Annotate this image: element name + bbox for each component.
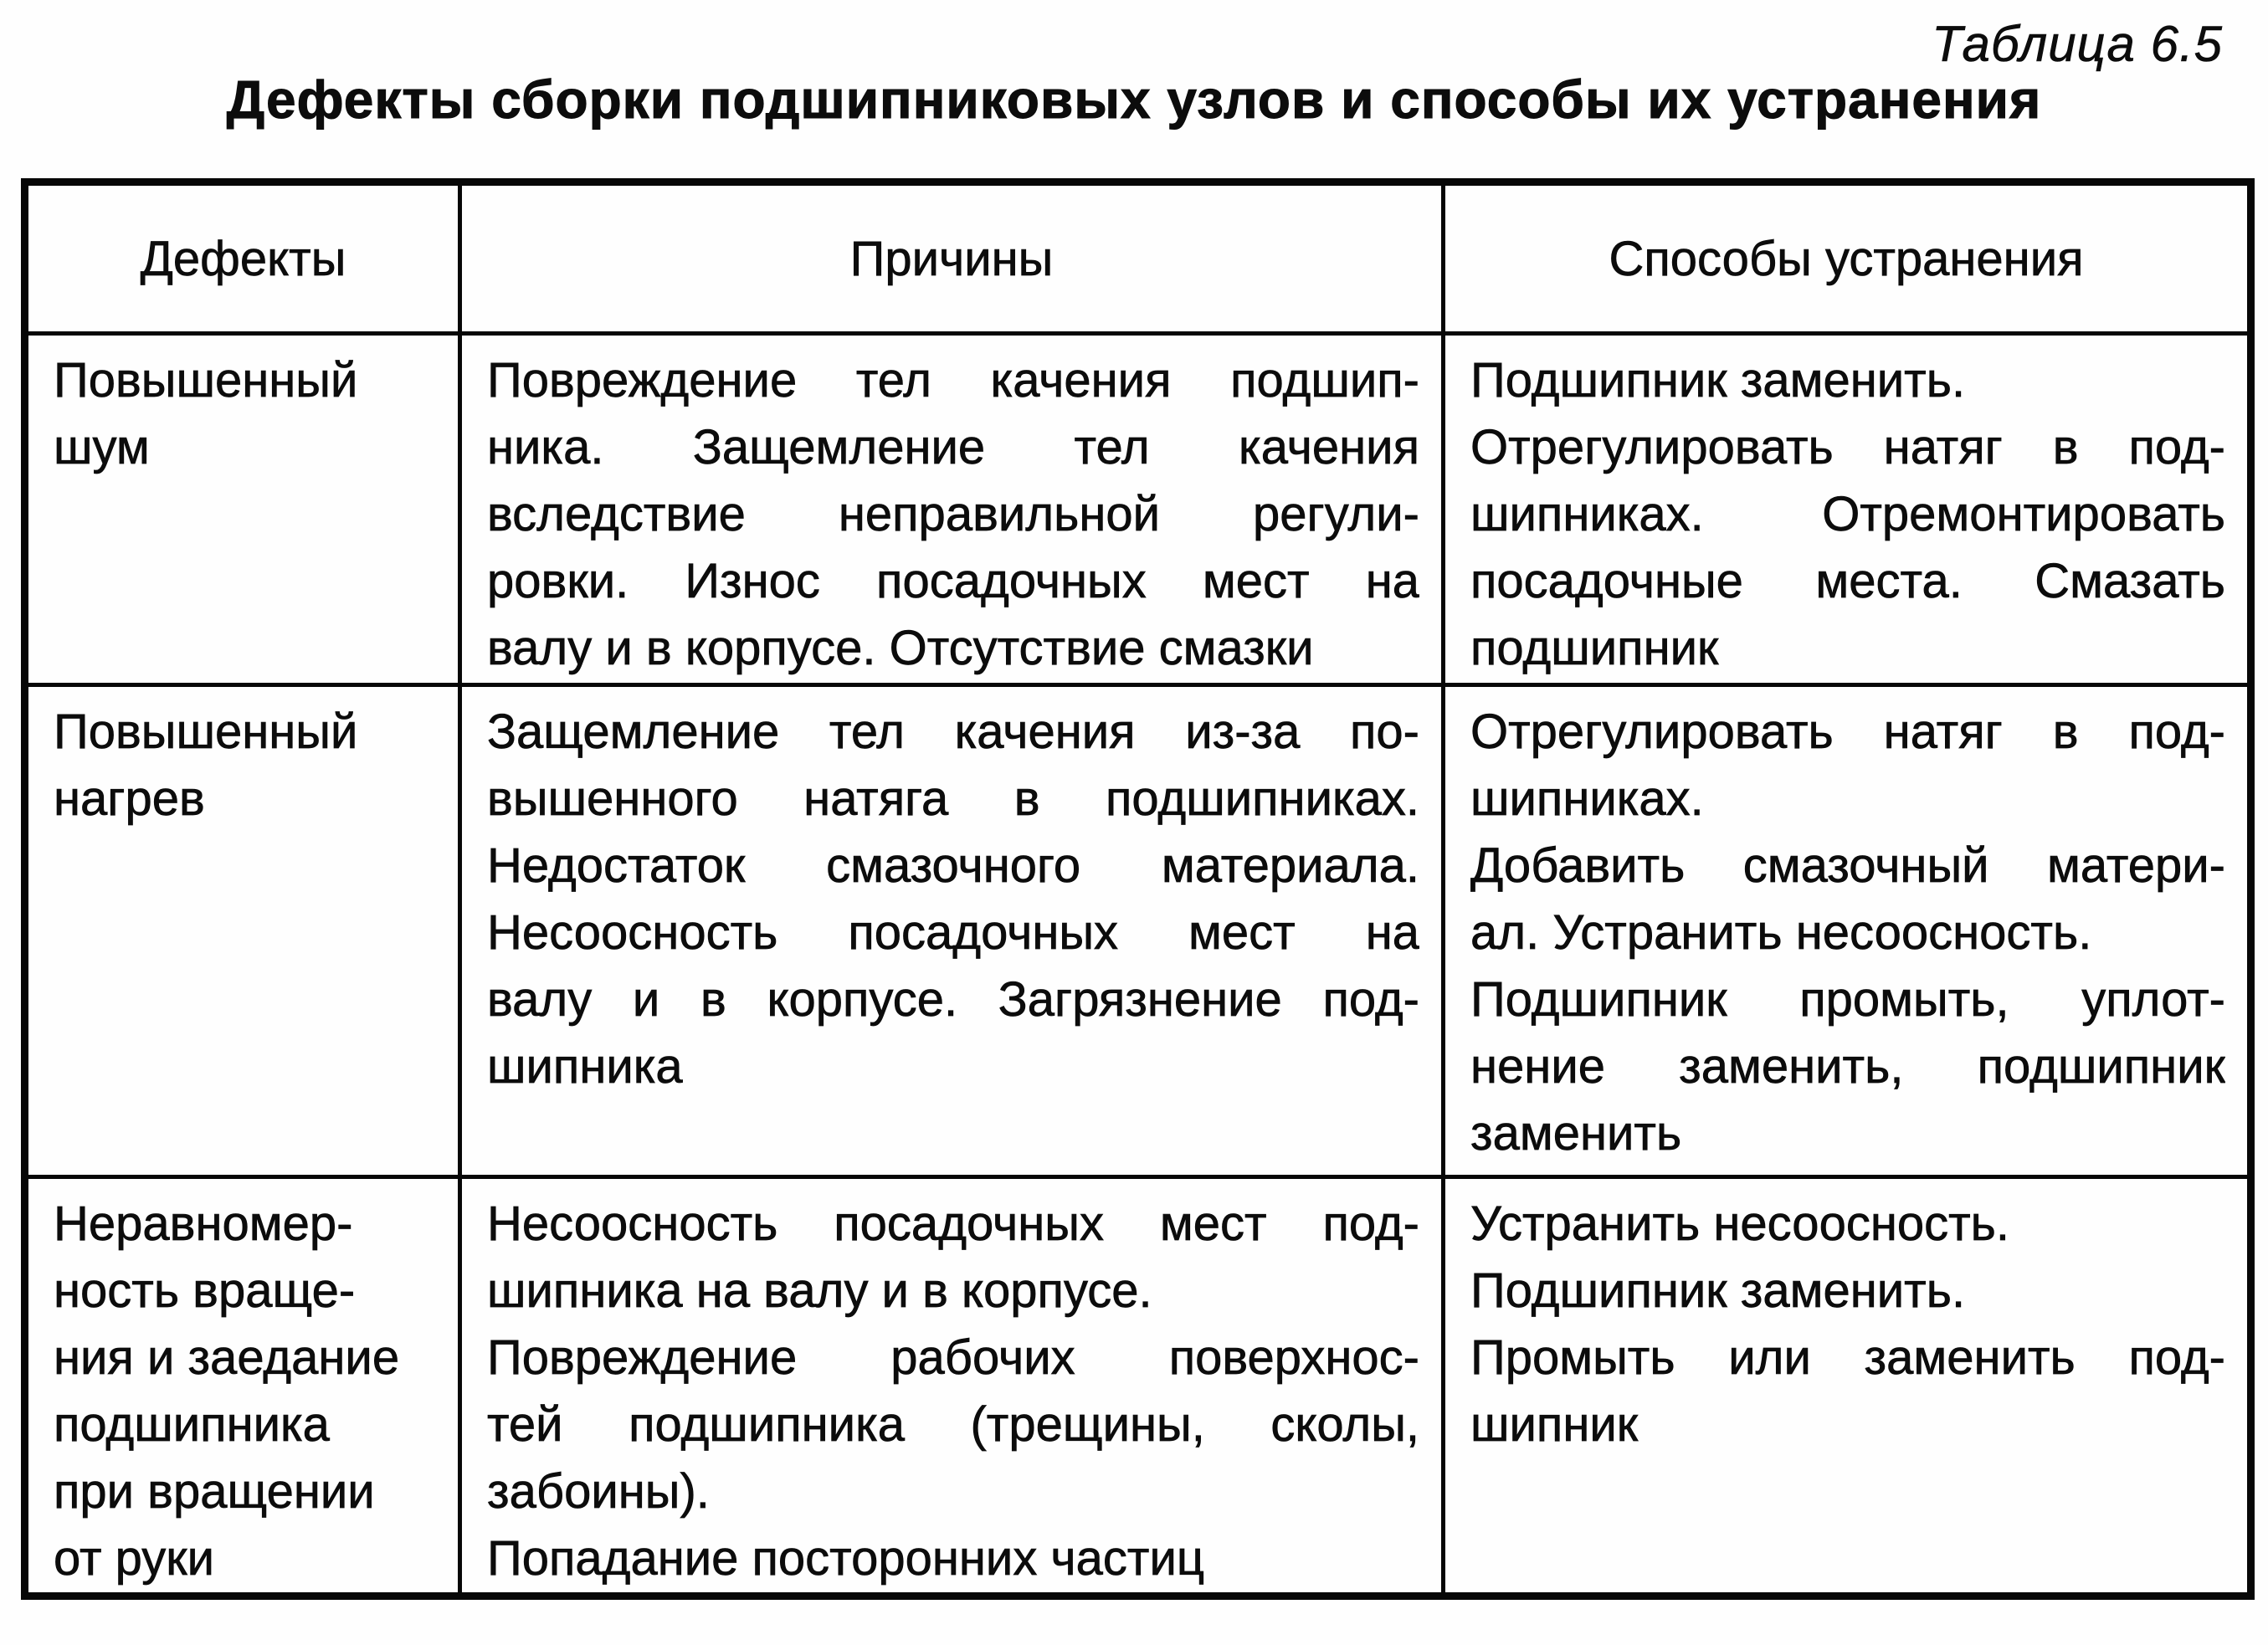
text-line: Устранить несоосность. [1470,1197,2010,1251]
text-line: нагрев [54,771,205,826]
text-line: Повышенный [54,705,358,759]
cell-causes [460,334,1444,685]
text-line: Защемление тел качения из-за по- [487,705,1419,759]
text-line: от руки [54,1531,215,1586]
text-line: ал. Устранить несоосность. [1470,905,2092,960]
text-line: Попадание посторонних частиц [487,1531,1205,1586]
cell-causes [460,1177,1444,1596]
cell-remedies [1444,334,2251,685]
text-line: ность враще- [54,1263,356,1318]
text-line: шум [54,420,150,474]
text-line: тей подшипника (трещины, сколы, [487,1397,1419,1452]
text-line: подшипник [1470,621,1719,675]
text-line: Недостаток смазочного материала. [487,838,1419,893]
cell-remedies [1444,685,2251,1177]
text-line: вследствие неправильной регули- [487,487,1419,541]
text-line: Отрегулировать натяг в под- [1470,420,2225,474]
defects-table [21,178,2255,1600]
text-line: Повреждение тел качения подшип- [487,353,1419,407]
text-line: валу и в корпусе. Загрязнение под- [487,972,1419,1027]
cell-remedies [1444,1177,2251,1596]
page-title: Дефекты сборки подшипниковых узлов и способы их устранения [226,69,2042,130]
text-line: шипниках. Отремонтировать [1470,487,2225,541]
text-line: вышенного натяга в подшипниках. [487,771,1419,826]
text-line: шипниках. [1470,771,1704,826]
table-row-uneven-rotation [25,1177,2251,1596]
text-line: при вращении [54,1464,375,1519]
column-header-defects: Дефекты [25,182,460,334]
text-line: Добавить смазочный матери- [1470,838,2225,893]
table-row-increased-heating [25,685,2251,1177]
text-line: Несоосность посадочных мест на [487,905,1419,960]
table-number-label: Таблица 6.5 [1932,16,2223,72]
text-line: забоины). [487,1464,710,1519]
text-line: Повышенный [54,353,358,407]
table-row-increased-noise [25,334,2251,685]
text-line: Несоосность посадочных мест под- [487,1197,1419,1251]
header-row [25,182,2251,334]
column-header-remedies: Способы устранения [1444,182,2251,334]
text-line: ровки. Износ посадочных мест на [487,554,1419,608]
text-line: валу и в корпусе. Отсутствие смазки [487,621,1314,675]
text-line: Отрегулировать натяг в под- [1470,705,2225,759]
text-line: шипника [487,1039,683,1094]
text-line: шипник [1470,1397,1639,1452]
text-line: нение заменить, подшипник [1470,1039,2225,1094]
cell-defect [25,334,460,685]
text-line: Промыть или заменить под- [1470,1330,2225,1385]
text-line: шипника на валу и в корпусе. [487,1263,1152,1318]
cell-defect [25,685,460,1177]
text-line: посадочные места. Смазать [1470,554,2225,608]
text-line: заменить [1470,1106,1682,1161]
text-line: Неравномер- [54,1197,353,1251]
text-line: ника. Защемление тел качения [487,420,1419,474]
text-line: подшипника [54,1397,330,1452]
column-header-causes: Причины [460,182,1444,334]
text-line: Подшипник заменить. [1470,1263,1966,1318]
cell-causes [460,685,1444,1177]
text-line: Подшипник промыть, уплот- [1470,972,2225,1027]
cell-defect [25,1177,460,1596]
text-line: Подшипник заменить. [1470,353,1966,407]
text-line: ния и заедание [54,1330,400,1385]
text-line: Повреждение рабочих поверхнос- [487,1330,1419,1385]
